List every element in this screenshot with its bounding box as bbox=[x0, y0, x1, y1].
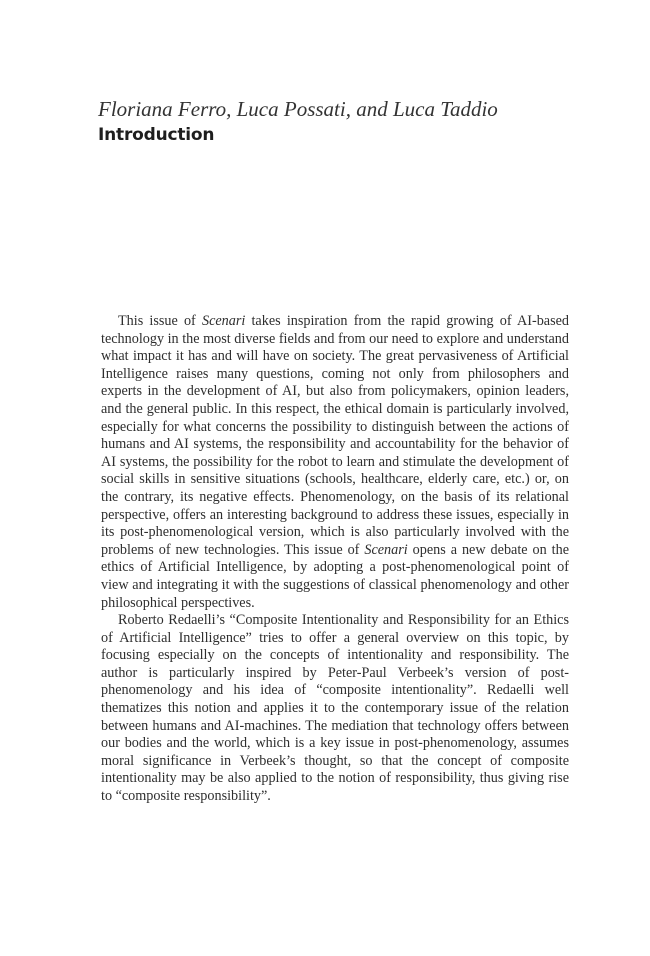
paragraph-1-part-2: takes inspiration from the rapid growing of AI-based technology in the most diverse fields and from our need to explore and understand what impact it has and will have on society. The great pervasiveness of Artificial Intelligence raises many questions, coming not only from philosophers and experts in the development of AI, but also from policymakers, opinion leaders, and the general public. In this respect, the ethical domain is particularly involved, especially for what concerns the possibility to distinguish between the actions of humans and AI systems, the responsibility and accountability for the behavior of AI systems, the possibility for the robot to learn and stimulate the development of social skills in sensitive situations (schools, healthcare, elderly care, etc.) or, on the contrary, its negative effects. Phenomenology, on the basis of its relational perspective, offers an interesting background to address these issues, especially in its post-phenomenological version, which is also particularly involved with the problems of new technologies. This issue of bbox=[101, 313, 569, 558]
journal-name: Scenari bbox=[201, 313, 246, 329]
paragraph-1-part-1: This issue of bbox=[118, 313, 202, 329]
chapter-title: Introduction bbox=[98, 125, 215, 145]
paragraph-2: Roberto Redaelli’s “Composite Intentionality and Responsibility for an Ethics of Artificial Intelligence” tries to offer a general overview on this topic, by focusing especially on the concepts of intentionality and responsibility. The author is particularly inspired by Peter-Paul Verbeek’s version of post-phenomenology and his idea of “composite intentionality”. Redaelli well thematizes this notion and applies it to the contemporary issue of the relation between humans and AI-machines. The mediation that technology offers between our bodies and the world, which is a key issue in post-phenomenology, assumes moral significance in Verbeek’s thought, so that the concept of composite intentionality may be also applied to the notion of responsibility, thus giving rise to “composite responsibility”. bbox=[101, 612, 569, 805]
paragraph-1 bbox=[101, 313, 569, 612]
paragraph-1-part-3: opens a new debate on the ethics of Artificial Intelligence, by adopting a post-phenomenological point of view and integrating it with the suggestions of classical phenomenology and other philosophical perspectives. bbox=[101, 541, 570, 611]
chapter-authors: Floriana Ferro, Luca Possati, and Luca Taddio bbox=[98, 97, 498, 121]
journal-name: Scenari bbox=[364, 541, 408, 558]
body-text bbox=[101, 313, 569, 806]
